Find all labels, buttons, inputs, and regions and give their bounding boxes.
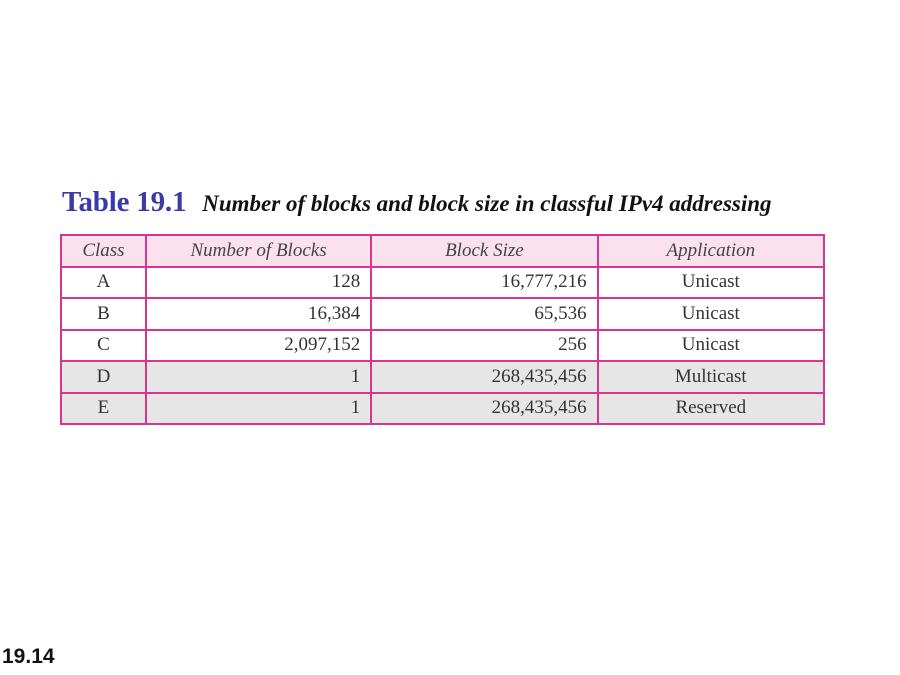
cell-application: Unicast <box>598 267 824 299</box>
table-number: Table 19.1 <box>62 186 187 218</box>
cell-class: B <box>61 298 146 330</box>
cell-class: A <box>61 267 146 299</box>
cell-block-size: 16,777,216 <box>371 267 597 299</box>
table-row <box>61 267 824 299</box>
cell-block-size: 256 <box>371 330 597 362</box>
cell-block-size: 65,536 <box>371 298 597 330</box>
cell-block-size: 268,435,456 <box>371 361 597 393</box>
header-block-size: Block Size <box>371 235 597 267</box>
table-row <box>61 298 824 330</box>
cell-class: E <box>61 393 146 425</box>
classful-addressing-table <box>60 234 825 425</box>
cell-application: Unicast <box>598 330 824 362</box>
cell-number-of-blocks: 128 <box>146 267 371 299</box>
cell-application: Multicast <box>598 361 824 393</box>
cell-application: Unicast <box>598 298 824 330</box>
header-class: Class <box>61 235 146 267</box>
cell-class: D <box>61 361 146 393</box>
cell-class: C <box>61 330 146 362</box>
header-number-of-blocks: Number of Blocks <box>146 235 371 267</box>
cell-number-of-blocks: 1 <box>146 361 371 393</box>
header-application: Application <box>598 235 824 267</box>
table-row <box>61 330 824 362</box>
cell-number-of-blocks: 1 <box>146 393 371 425</box>
cell-number-of-blocks: 16,384 <box>146 298 371 330</box>
table-row <box>61 361 824 393</box>
table-title: Number of blocks and block size in classful IPv4 addressing <box>202 191 772 216</box>
table-header-row <box>61 235 824 267</box>
cell-number-of-blocks: 2,097,152 <box>146 330 371 362</box>
table-caption <box>62 186 862 219</box>
cell-application: Reserved <box>598 393 824 425</box>
table-row <box>61 393 824 425</box>
slide-number: 19.14 <box>2 645 55 668</box>
cell-block-size: 268,435,456 <box>371 393 597 425</box>
